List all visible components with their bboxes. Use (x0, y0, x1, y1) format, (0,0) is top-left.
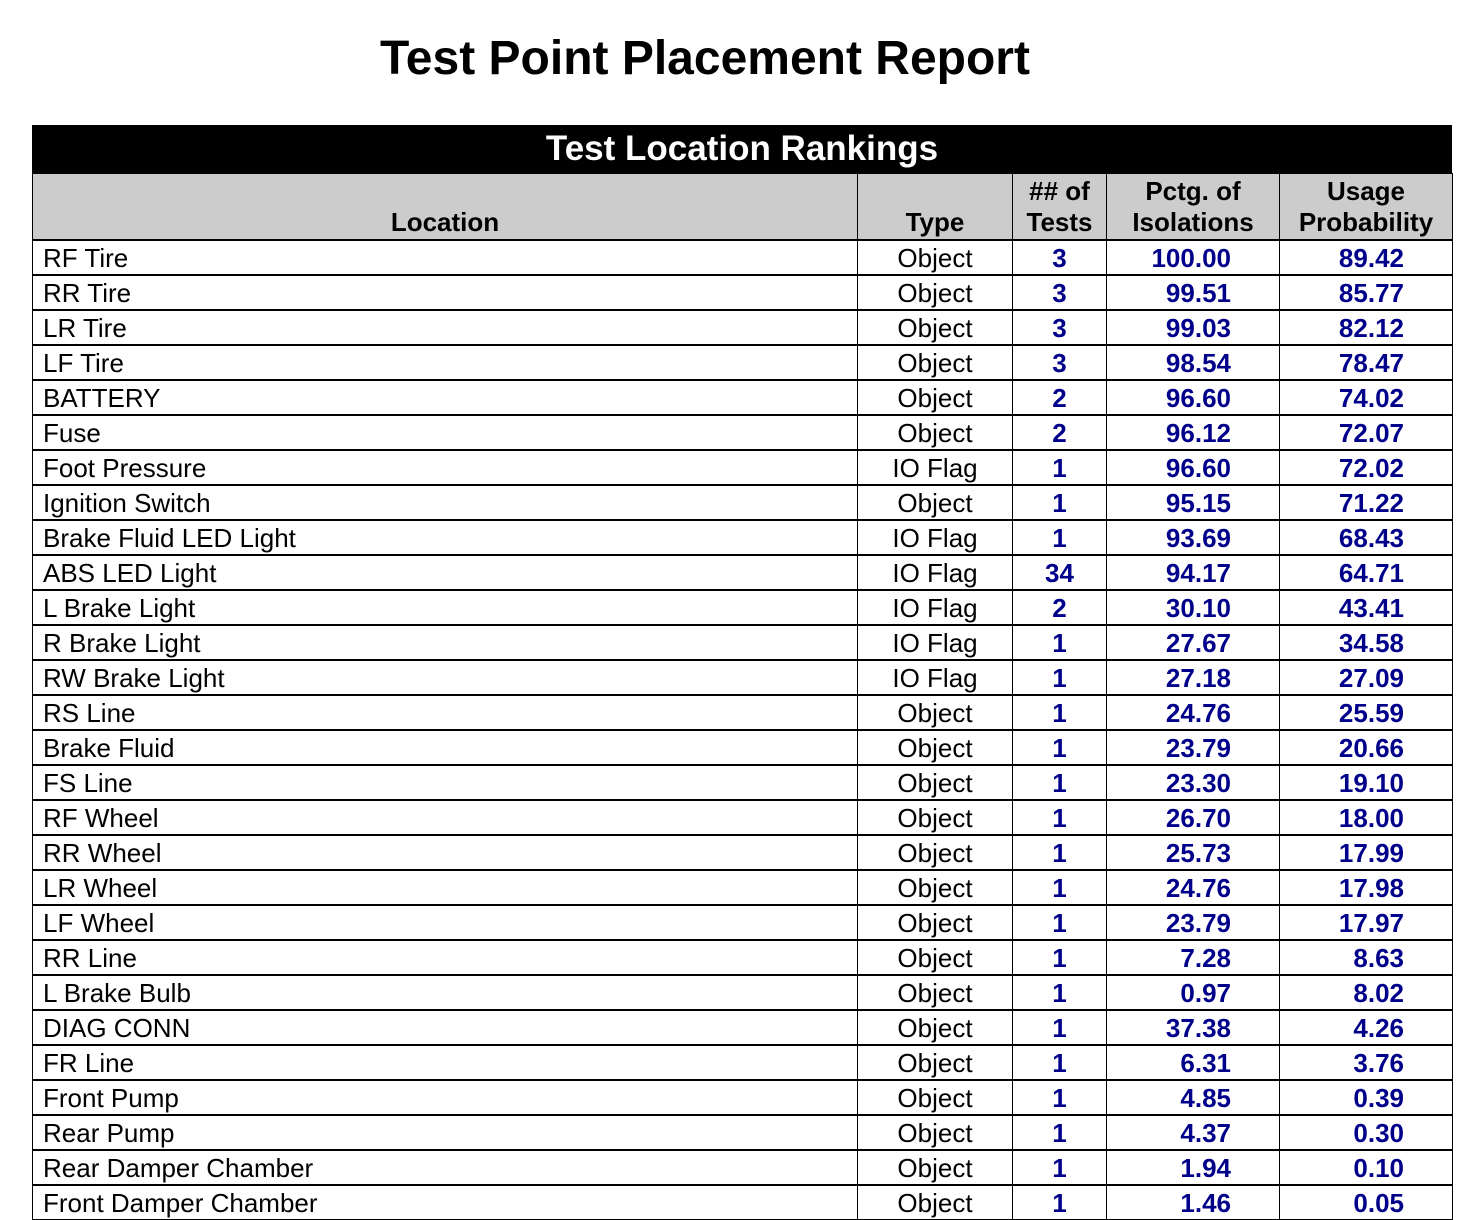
type-cell: Object (858, 940, 1013, 975)
table-body (33, 240, 1453, 1220)
pct-isolations-cell: 26.70 (1107, 800, 1280, 835)
tests-count-cell: 1 (1013, 975, 1107, 1010)
usage-probability-cell: 78.47 (1280, 345, 1453, 380)
table-row (33, 940, 1453, 975)
tests-count-cell: 1 (1013, 765, 1107, 800)
usage-probability-cell: 3.76 (1280, 1045, 1453, 1080)
report-title: Test Point Placement Report (380, 32, 1030, 85)
tests-count-cell: 1 (1013, 940, 1107, 975)
type-cell: Object (858, 730, 1013, 765)
pct-isolations-cell: 96.12 (1107, 415, 1280, 450)
location-cell: LR Wheel (33, 870, 858, 905)
pct-isolations-cell: 27.18 (1107, 660, 1280, 695)
pct-isolations-cell: 24.76 (1107, 870, 1280, 905)
pct-isolations-cell: 30.10 (1107, 590, 1280, 625)
pct-isolations-cell: 24.76 (1107, 695, 1280, 730)
usage-probability-cell: 4.26 (1280, 1010, 1453, 1045)
table-row (33, 1010, 1453, 1045)
table-row (33, 345, 1453, 380)
tests-count-cell: 1 (1013, 905, 1107, 940)
tests-count-cell: 1 (1013, 695, 1107, 730)
location-cell: RR Tire (33, 275, 858, 310)
table-row (33, 450, 1453, 485)
type-cell: IO Flag (858, 520, 1013, 555)
pct-isolations-cell: 96.60 (1107, 450, 1280, 485)
usage-probability-cell: 89.42 (1280, 240, 1453, 275)
type-cell: Object (858, 310, 1013, 345)
pct-isolations-cell: 37.38 (1107, 1010, 1280, 1045)
location-cell: LF Tire (33, 345, 858, 380)
usage-probability-cell: 27.09 (1280, 660, 1453, 695)
pct-isolations-cell: 99.51 (1107, 275, 1280, 310)
tests-count-cell: 3 (1013, 345, 1107, 380)
table-row (33, 660, 1453, 695)
location-cell: Rear Damper Chamber (33, 1150, 858, 1185)
table-row (33, 695, 1453, 730)
pct-isolations-cell: 25.73 (1107, 835, 1280, 870)
location-cell: ABS LED Light (33, 555, 858, 590)
location-cell: RW Brake Light (33, 660, 858, 695)
location-cell: Ignition Switch (33, 485, 858, 520)
table-row (33, 380, 1453, 415)
location-cell: Front Pump (33, 1080, 858, 1115)
table-row (33, 800, 1453, 835)
usage-probability-cell: 0.10 (1280, 1150, 1453, 1185)
usage-probability-cell: 71.22 (1280, 485, 1453, 520)
pct-isolations-cell: 23.30 (1107, 765, 1280, 800)
type-cell: Object (858, 1150, 1013, 1185)
usage-probability-cell: 43.41 (1280, 590, 1453, 625)
pct-isolations-cell: 94.17 (1107, 555, 1280, 590)
tests-count-cell: 34 (1013, 555, 1107, 590)
table-row (33, 730, 1453, 765)
table-row (33, 870, 1453, 905)
tests-count-cell: 2 (1013, 415, 1107, 450)
table-row (33, 625, 1453, 660)
table-header-row (33, 174, 1453, 241)
pct-isolations-cell: 7.28 (1107, 940, 1280, 975)
location-cell: LF Wheel (33, 905, 858, 940)
location-cell: RF Wheel (33, 800, 858, 835)
tests-count-cell: 2 (1013, 590, 1107, 625)
location-cell: R Brake Light (33, 625, 858, 660)
tests-count-cell: 1 (1013, 1115, 1107, 1150)
pct-isolations-cell: 98.54 (1107, 345, 1280, 380)
location-cell: Foot Pressure (33, 450, 858, 485)
usage-probability-cell: 17.97 (1280, 905, 1453, 940)
pct-isolations-cell: 23.79 (1107, 730, 1280, 765)
usage-probability-cell: 64.71 (1280, 555, 1453, 590)
table-row (33, 835, 1453, 870)
table-row (33, 1150, 1453, 1185)
pct-isolations-cell: 4.85 (1107, 1080, 1280, 1115)
type-cell: Object (858, 485, 1013, 520)
tests-count-cell: 1 (1013, 450, 1107, 485)
table-row (33, 590, 1453, 625)
tests-count-cell: 1 (1013, 625, 1107, 660)
tests-count-cell: 1 (1013, 1185, 1107, 1220)
rankings-table (32, 173, 1453, 1220)
location-cell: L Brake Light (33, 590, 858, 625)
type-cell: Object (858, 1080, 1013, 1115)
type-cell: Object (858, 345, 1013, 380)
location-cell: LR Tire (33, 310, 858, 345)
usage-probability-cell: 0.39 (1280, 1080, 1453, 1115)
tests-count-cell: 1 (1013, 835, 1107, 870)
usage-probability-cell: 8.02 (1280, 975, 1453, 1010)
tests-count-cell: 3 (1013, 310, 1107, 345)
type-cell: IO Flag (858, 625, 1013, 660)
location-cell: RR Line (33, 940, 858, 975)
table-row (33, 240, 1453, 275)
type-cell: Object (858, 695, 1013, 730)
usage-probability-cell: 19.10 (1280, 765, 1453, 800)
type-cell: Object (858, 1010, 1013, 1045)
header-usage-probability: Usage Probability (1280, 174, 1453, 241)
type-cell: Object (858, 240, 1013, 275)
type-cell: Object (858, 870, 1013, 905)
header-location: Location (33, 174, 858, 241)
location-cell: FS Line (33, 765, 858, 800)
usage-probability-cell: 82.12 (1280, 310, 1453, 345)
pct-isolations-cell: 6.31 (1107, 1045, 1280, 1080)
table-row (33, 905, 1453, 940)
usage-probability-cell: 25.59 (1280, 695, 1453, 730)
pct-isolations-cell: 99.03 (1107, 310, 1280, 345)
type-cell: Object (858, 1045, 1013, 1080)
tests-count-cell: 3 (1013, 275, 1107, 310)
table-row (33, 415, 1453, 450)
table-row (33, 1185, 1453, 1220)
usage-probability-cell: 72.02 (1280, 450, 1453, 485)
tests-count-cell: 1 (1013, 1010, 1107, 1045)
rankings-table-container (32, 125, 1452, 1220)
tests-count-cell: 1 (1013, 800, 1107, 835)
location-cell: RR Wheel (33, 835, 858, 870)
table-row (33, 765, 1453, 800)
type-cell: Object (858, 975, 1013, 1010)
location-cell: Brake Fluid (33, 730, 858, 765)
pct-isolations-cell: 27.67 (1107, 625, 1280, 660)
location-cell: Fuse (33, 415, 858, 450)
table-row (33, 520, 1453, 555)
usage-probability-cell: 18.00 (1280, 800, 1453, 835)
tests-count-cell: 1 (1013, 1150, 1107, 1185)
tests-count-cell: 1 (1013, 730, 1107, 765)
usage-probability-cell: 34.58 (1280, 625, 1453, 660)
pct-isolations-cell: 1.94 (1107, 1150, 1280, 1185)
type-cell: IO Flag (858, 660, 1013, 695)
tests-count-cell: 1 (1013, 1080, 1107, 1115)
usage-probability-cell: 17.99 (1280, 835, 1453, 870)
location-cell: RS Line (33, 695, 858, 730)
table-row (33, 1080, 1453, 1115)
tests-count-cell: 1 (1013, 660, 1107, 695)
type-cell: Object (858, 765, 1013, 800)
usage-probability-cell: 17.98 (1280, 870, 1453, 905)
usage-probability-cell: 68.43 (1280, 520, 1453, 555)
usage-probability-cell: 20.66 (1280, 730, 1453, 765)
table-row (33, 975, 1453, 1010)
type-cell: Object (858, 1115, 1013, 1150)
pct-isolations-cell: 93.69 (1107, 520, 1280, 555)
type-cell: Object (858, 800, 1013, 835)
tests-count-cell: 1 (1013, 870, 1107, 905)
header-pct-isolations: Pctg. of Isolations (1107, 174, 1280, 241)
pct-isolations-cell: 95.15 (1107, 485, 1280, 520)
usage-probability-cell: 8.63 (1280, 940, 1453, 975)
type-cell: IO Flag (858, 450, 1013, 485)
tests-count-cell: 1 (1013, 520, 1107, 555)
tests-count-cell: 2 (1013, 380, 1107, 415)
pct-isolations-cell: 1.46 (1107, 1185, 1280, 1220)
usage-probability-cell: 85.77 (1280, 275, 1453, 310)
usage-probability-cell: 72.07 (1280, 415, 1453, 450)
location-cell: Brake Fluid LED Light (33, 520, 858, 555)
usage-probability-cell: 0.05 (1280, 1185, 1453, 1220)
pct-isolations-cell: 0.97 (1107, 975, 1280, 1010)
header-tests: ## of Tests (1013, 174, 1107, 241)
pct-isolations-cell: 96.60 (1107, 380, 1280, 415)
pct-isolations-cell: 4.37 (1107, 1115, 1280, 1150)
table-row (33, 555, 1453, 590)
section-title: Test Location Rankings (32, 125, 1452, 173)
type-cell: Object (858, 1185, 1013, 1220)
location-cell: Rear Pump (33, 1115, 858, 1150)
table-row (33, 310, 1453, 345)
type-cell: Object (858, 380, 1013, 415)
location-cell: DIAG CONN (33, 1010, 858, 1045)
location-cell: FR Line (33, 1045, 858, 1080)
location-cell: RF Tire (33, 240, 858, 275)
type-cell: IO Flag (858, 590, 1013, 625)
usage-probability-cell: 74.02 (1280, 380, 1453, 415)
table-row (33, 485, 1453, 520)
type-cell: Object (858, 415, 1013, 450)
type-cell: Object (858, 835, 1013, 870)
usage-probability-cell: 0.30 (1280, 1115, 1453, 1150)
tests-count-cell: 3 (1013, 240, 1107, 275)
table-row (33, 1045, 1453, 1080)
table-row (33, 1115, 1453, 1150)
table-row (33, 275, 1453, 310)
location-cell: Front Damper Chamber (33, 1185, 858, 1220)
location-cell: L Brake Bulb (33, 975, 858, 1010)
location-cell: BATTERY (33, 380, 858, 415)
tests-count-cell: 1 (1013, 1045, 1107, 1080)
type-cell: IO Flag (858, 555, 1013, 590)
type-cell: Object (858, 275, 1013, 310)
pct-isolations-cell: 100.00 (1107, 240, 1280, 275)
tests-count-cell: 1 (1013, 485, 1107, 520)
type-cell: Object (858, 905, 1013, 940)
header-type: Type (858, 174, 1013, 241)
pct-isolations-cell: 23.79 (1107, 905, 1280, 940)
